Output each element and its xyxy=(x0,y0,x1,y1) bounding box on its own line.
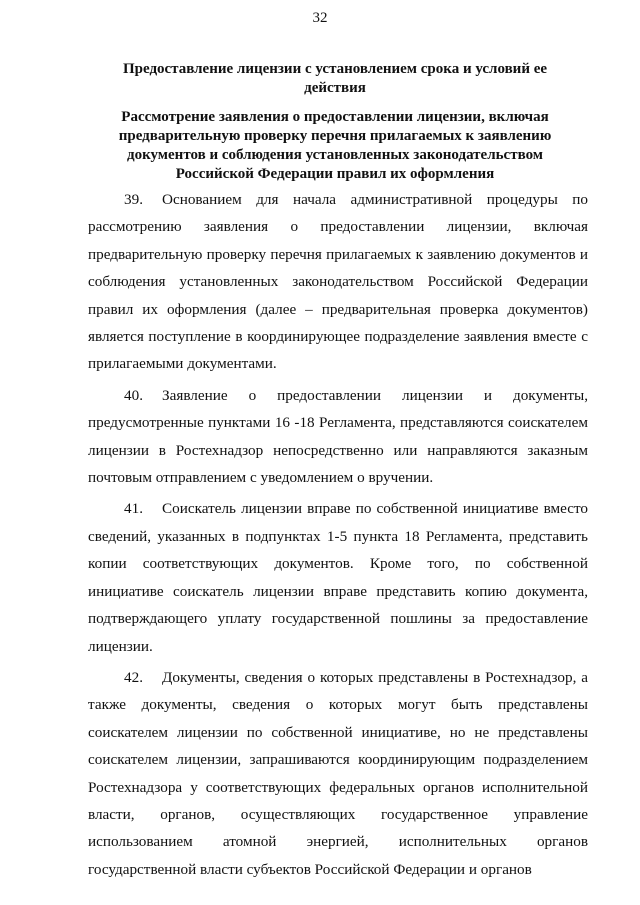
paragraph-40 xyxy=(88,382,588,492)
section-headings xyxy=(100,60,570,184)
paragraph-39 xyxy=(88,186,588,378)
paragraph-number: 42. xyxy=(124,668,143,686)
paragraph-41 xyxy=(88,495,588,659)
paragraph-text: Заявление о предоставлении лицензии и документы, предусмотренные пунктами 16 -18 Регламента, представляются соискателем лицензии в Ростехнадзор непосредственно или направляются заказным почтовым отправлением с уведомлением о вручении. xyxy=(88,386,588,487)
page-number: 32 xyxy=(312,10,328,26)
paragraph-number: 41. xyxy=(124,500,143,518)
paragraph-number: 40. xyxy=(124,386,143,404)
document-body xyxy=(88,186,588,887)
paragraph-text: Документы, сведения о которых представлены в Ростехнадзор, а также документы, сведения о которых могут быть представлены соискателем лицензии по собственной инициативе, но не представлены соискателем лицензии, запрашиваются координирующим подразделением Ростехнадзора у соответствующих федеральных органов исполнительной власти, органов, осуществляющих государственное управление использованием атомной энергией, исполнительных органов государственной власти субъектов Российской Федерации и органов xyxy=(88,668,588,878)
paragraph-number: 39. xyxy=(124,191,143,208)
paragraph-text: Соискатель лицензии вправе по собственной инициативе вместо сведений, указанных в подпунктах 1-5 пункта 18 Регламента, представить копии соответствующих документов. Кроме того, по собственной инициативе соискатель лицензии вправе представить копию документа, подтверждающего уплату государственной пошлины за предоставление лицензии. xyxy=(88,500,588,655)
paragraph-text: Основанием для начала административной процедуры по рассмотрению заявления о предоставлении лицензии, включая предварительную проверку перечня прилагаемых к заявлению документов и соблюдения установленных законодательством Российской Федерации правил их оформления (далее – предварительная проверка документов) является поступление в координирующее подразделение заявления вместе с прилагаемыми документами. xyxy=(88,191,588,373)
paragraph-42 xyxy=(88,664,588,883)
subsection-title: Рассмотрение заявления о предоставлении лицензии, включая предварительную проверку перечня прилагаемых к заявлению документов и соблюдения установленных законодательством Российской Федерации правил их оформления xyxy=(118,109,552,182)
section-title: Предоставление лицензии с установлением срока и условий ее действия xyxy=(122,61,548,96)
